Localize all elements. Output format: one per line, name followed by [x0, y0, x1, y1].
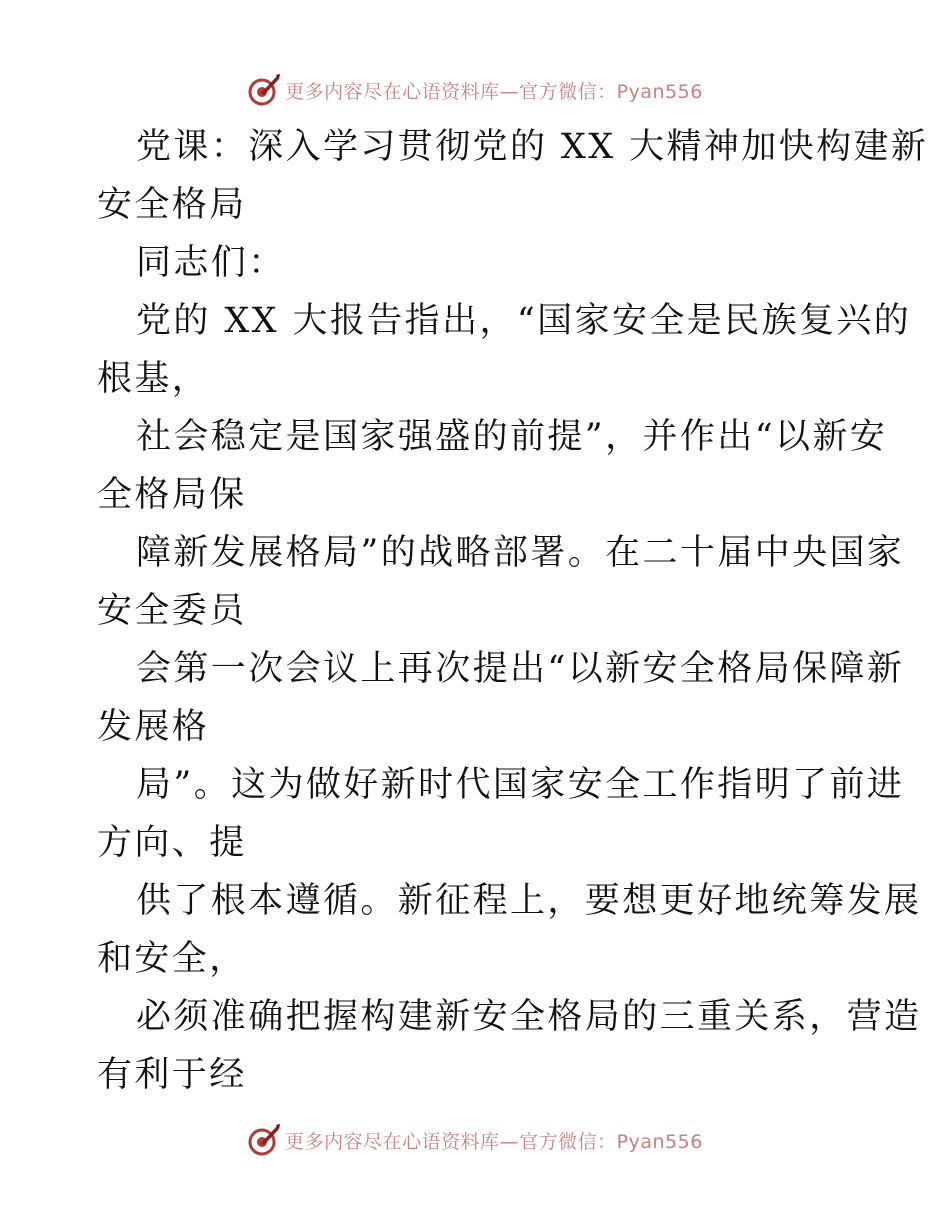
text-line: 社会稳定是国家强盛的前提”，并作出“以新安 — [136, 417, 888, 457]
text-line: 局”。这为做好新时代国家安全工作指明了前进 — [136, 765, 905, 805]
text-line: 全格局保 — [97, 475, 247, 515]
text-line: 党的 XX 大报告指出，“国家安全是民族复兴的 — [136, 301, 912, 341]
text-line: 方向、提 — [97, 823, 247, 863]
text-line: 安全格局 — [97, 185, 247, 225]
header-banner-text: 更多内容尽在心语资料库—官方微信：Pyan556 — [285, 80, 703, 103]
text-line: 会第一次会议上再次提出“以新安全格局保障新 — [136, 649, 905, 689]
pen-logo-icon — [247, 1123, 281, 1157]
text-line: 根基， — [97, 359, 210, 399]
footer-banner — [0, 1120, 950, 1160]
footer-banner-text: 更多内容尽在心语资料库—官方微信：Pyan556 — [285, 1130, 703, 1153]
text-line: 发展格 — [97, 707, 210, 747]
text-line: 安全委员 — [97, 591, 247, 631]
document-body — [97, 118, 929, 1104]
text-line: 障新发展格局”的战略部署。在二十届中央国家 — [136, 533, 905, 573]
text-line: 必须准确把握构建新安全格局的三重关系，营造 — [136, 997, 922, 1037]
text-line: 有利于经 — [97, 1055, 247, 1095]
text-line: 和安全， — [97, 939, 247, 979]
pen-logo-icon — [247, 73, 281, 107]
header-banner — [0, 70, 950, 110]
text-line: 同志们： — [136, 243, 286, 283]
text-line: 供了根本遵循。新征程上，要想更好地统筹发展 — [136, 881, 922, 921]
text-line: 党课：深入学习贯彻党的 XX 大精神加快构建新 — [136, 127, 929, 167]
